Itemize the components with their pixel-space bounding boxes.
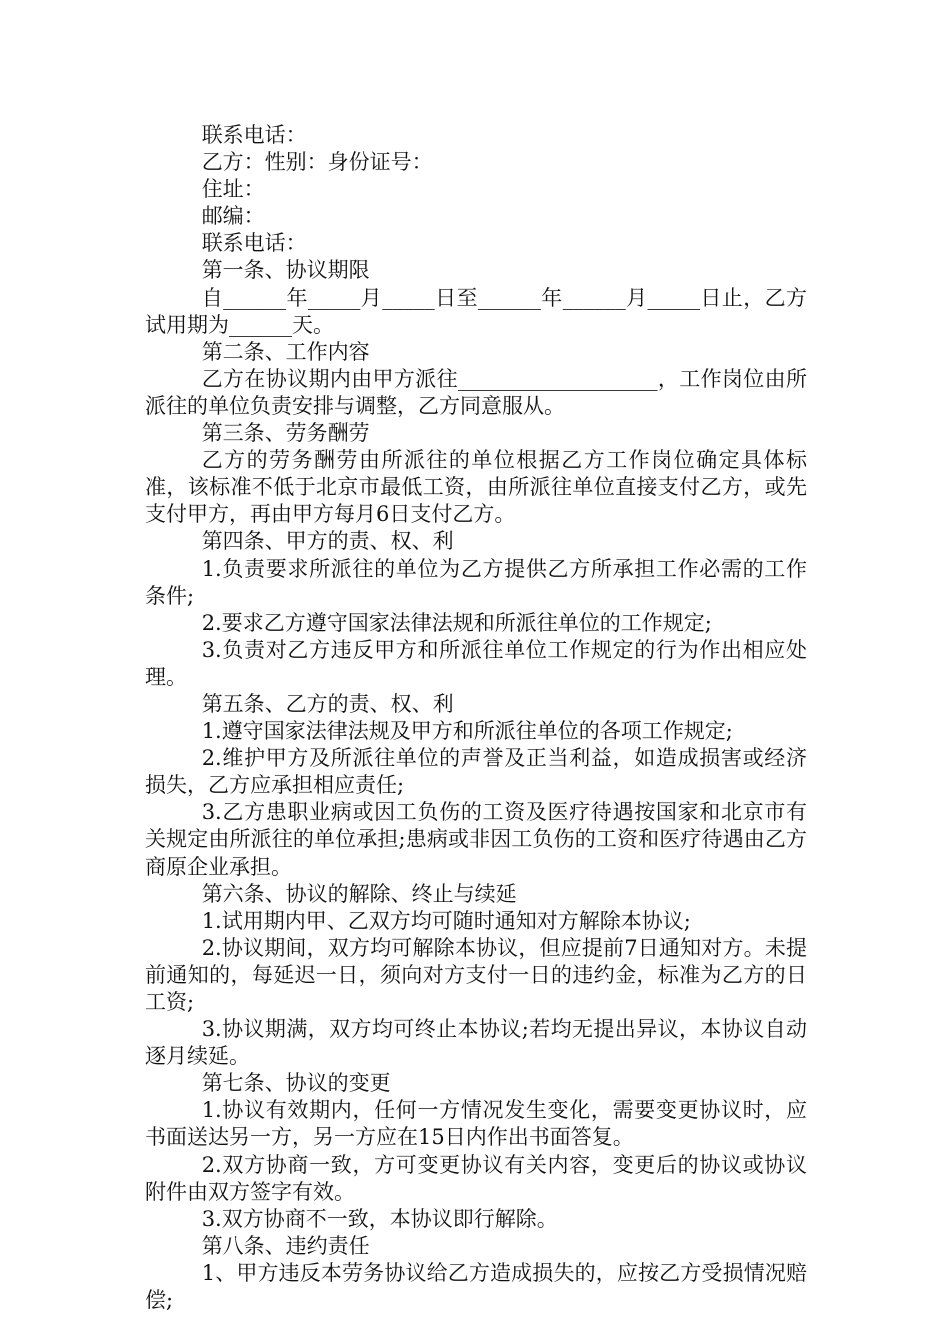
text-termination-item-3: 3.协议期满，双方均可终止本协议;若均无提出异议，本协议自动逐月续延。 [145,1017,807,1069]
document-page [145,122,807,1314]
heading-article-5: 第五条、乙方的责、权、利 [201,691,454,716]
text-phone-2: 联系电话： [201,231,307,256]
text-liability-item-1: 1、甲方违反本劳务协议给乙方造成损失的，应按乙方受损情况赔偿; [145,1260,807,1313]
text-address: 住址： [201,177,265,202]
text-remuneration: 乙方的劳务酬劳由所派往的单位根据乙方工作岗位确定具体标准，该标准不低于北京市最低工资，由所派往单位直接支付乙方，或先支付甲方，再由甲方每月6日支付乙方。 [145,448,807,527]
text-postcode: 邮编： [201,204,265,229]
text-party-a-item-1: 1.负责要求所派往的单位为乙方提供乙方所承担工作必需的工作条件; [145,556,807,608]
text-phone-1: 联系电话： [201,123,307,147]
text-termination-item-2: 2.协议期间，双方均可解除本协议，但应提前7日通知对方。未提前通知的，每延迟一日，须向对方支付一日的违约金，标准为乙方的日工资; [145,935,807,1014]
text-agreement-term: 自______年_____月_____日至______年______月_____日止，乙方试用期为______天。 [145,285,807,337]
text-change-item-1: 1.协议有效期内，任何一方情况发生变化，需要变更协议时，应书面送达另一方，另一方应在15日内作出书面答复。 [145,1098,807,1150]
text-work-content: 乙方在协议期内由甲方派往___________________，工作岗位由所派往的单位负责安排与调整，乙方同意服从。 [145,366,807,418]
text-change-item-3: 3.双方协商不一致，本协议即行解除。 [201,1206,558,1231]
heading-article-7: 第七条、协议的变更 [201,1071,391,1096]
text-termination-item-1: 1.试用期内甲、乙双方均可随时通知对方解除本协议; [201,908,691,933]
text-party-b-item-1: 1.遵守国家法律法规及甲方和所派往单位的各项工作规定; [201,719,733,744]
text-party-a-item-3: 3.负责对乙方违反甲方和所派往单位工作规定的行为作出相应处理。 [145,637,807,689]
heading-article-2: 第二条、工作内容 [201,339,370,364]
text-party-b-item-3: 3.乙方患职业病或因工负伤的工资及医疗待遇按国家和北京市有关规定由所派往的单位承担;患病或非因工负伤的工资和医疗待遇由乙方商原企业承担。 [145,800,807,879]
text-party-a-item-2: 2.要求乙方遵守国家法律法规和所派往单位的工作规定; [201,610,712,635]
heading-article-8: 第八条、违约责任 [201,1233,370,1258]
heading-article-4: 第四条、甲方的责、权、利 [201,529,454,554]
text-change-item-2: 2.双方协商一致，方可变更协议有关内容，变更后的协议或协议附件由双方签字有效。 [145,1152,807,1204]
heading-article-6: 第六条、协议的解除、终止与续延 [201,881,517,906]
text-party-b-item-2: 2.维护甲方及所派往单位的声誉及正当利益，如造成损害或经济损失，乙方应承担相应责任; [145,746,807,798]
heading-article-1: 第一条、协议期限 [201,258,370,283]
text-party-b-info: 乙方：性别：身份证号： [201,150,433,175]
heading-article-3: 第三条、劳务酬劳 [201,421,370,446]
